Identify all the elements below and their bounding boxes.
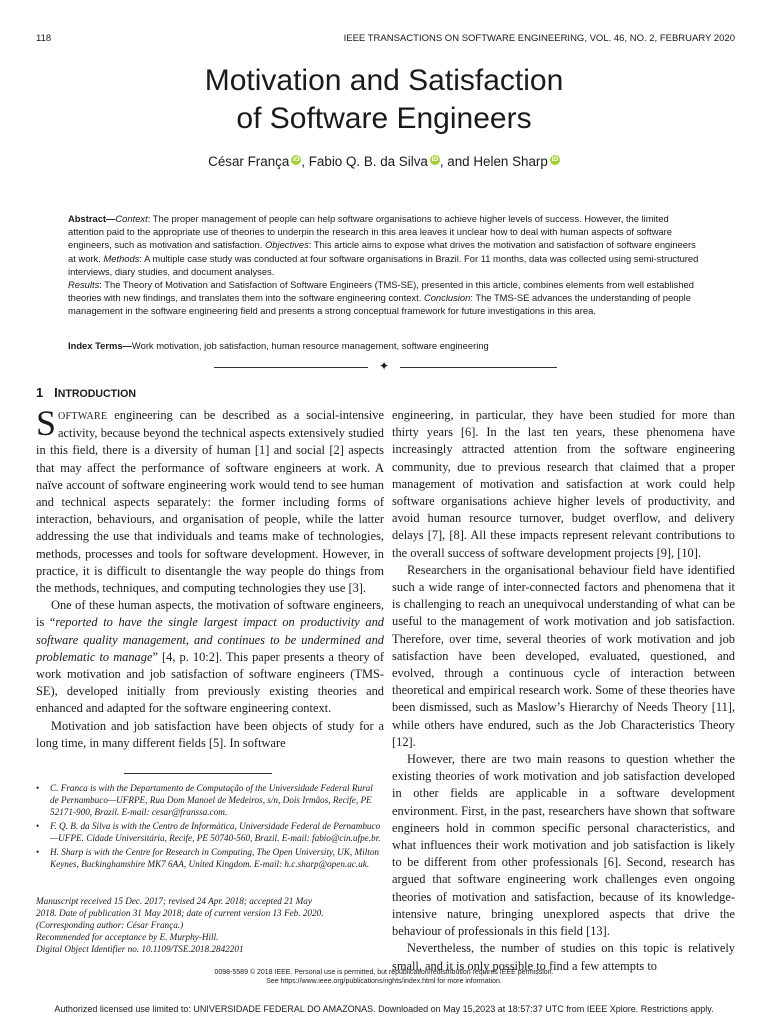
body-paragraph: Researchers in the organisational behaviour field have identified such a wide range of inter-connected factors and phenomena that it is challenging to reach an unequivocal understanding of what can be useful to the management of work motivation and job satisfaction. Therefore, over time, several theories of work motivation and job satisfaction have been developed, evaluated, questioned, and evolved, through a continuous cycle of interaction between theoretical and empirical research work. Some of these theories have been dismissed, such as Maslow’s Hierarchy of Needs Theory [11], while others have endured, such as the Job Characteristics Theory [12]. (392, 562, 735, 749)
body-paragraph (36, 597, 384, 717)
page-number: 118 (36, 33, 52, 44)
bullet-icon: • (36, 783, 40, 793)
section-heading (36, 385, 136, 400)
affiliation-text: C. Franca is with the Departamento de Computação of the Universidade Federal Rural de Pernambuco—UFRPE, Rua Dom Manoel de Medeiros, s/n, Dois Irmãos, Recife, PE 52171-900, Brazil. E-mail: cesar@franssa.com. (50, 783, 373, 817)
section-title-initial: I (54, 385, 58, 400)
body-column-right (392, 407, 735, 975)
body-paragraph: Motivation and job satisfaction have been objects of study for a long time, in many different fields [5]. In software (36, 718, 384, 750)
paragraph-text: engineering can be described as a social-intensive activity, because beyond the technical aspects extensively studied in this field, there is a diversity of human [1] and social [2] aspects that may affect the performance of software engineers at work. A naïve account of software engineering work would tend to see human and technical aspects separately: the former including forms of interaction, behaviours, and organisation of people, while the latter addressing the use that individuals and teams make of technologies, methods, processes and tools for software development. However, in practice, it is difficult to disentangle the way people do things from the methods, techniques, and computing technologies they use [3]. (36, 408, 384, 596)
affiliation-text: H. Sharp is with the Centre for Research in Computing, The Open University, UK, Milton Keynes, Buckinghamshire MK7 6AA, United Kingdom. E-mail: h.c.sharp@open.ac.uk. (50, 847, 380, 869)
orcid-icon[interactable]: iD (293, 156, 300, 163)
paper-title (0, 62, 768, 138)
license-note: Authorized licensed use limited to: UNIVERSIDADE FEDERAL DO AMAZONAS. Downloaded on May 15,2023 at 18:57:37 UTC from IEEE Xplore. Restrictions apply. (54, 1004, 714, 1014)
corresponding-author: (Corresponding author: César França.) (36, 920, 184, 930)
footnote-rule (124, 773, 272, 774)
index-terms-label: Index Terms (68, 340, 123, 351)
abstract-dash: — (106, 213, 116, 224)
abstract-conclusion-text: : The TMS-SE advances the understanding of people management in the software engineering field and presents a strong conceptual framework for future investigations in this area. (68, 292, 691, 317)
body-paragraph (36, 403, 384, 597)
abstract-results-text: : The Theory of Motivation and Satisfaction of Software Engineers (TMS-SE), presented in this article, combines elements from well established theories with new findings, and translates them into the software engineering context. (68, 279, 694, 304)
quoted-text: reported to have the single largest impact on productivity and software quality management, and continues to be undermined and problematic to manage (36, 615, 384, 664)
author-name: César França (208, 154, 290, 169)
paragraph-text: One of these human aspects, the motivation of software engineers, is “ (36, 598, 384, 630)
section-title-rest: NTRODUCTION (57, 388, 136, 400)
abstract-methods-text: : A multiple case study was conducted at four software organisations in Brazil. For 11 months, data was collected using semi-structured interviews, diary studies, and document analyses. (68, 252, 699, 277)
body-paragraph: Nevertheless, the number of studies on this topic is relatively small, and it is only possible to find a few attempts to (392, 941, 735, 973)
lead-word: OFTWARE (58, 411, 108, 422)
author-list (0, 154, 768, 169)
body-paragraph: However, there are two main reasons to question whether the existing theories of work motivation and job satisfaction developed in other fields are applicable in a software development environment. First, in the past, researchers have shown that software engineers hold in common specific personal characteristics, and what influences their work motivation and job satisfaction is likely to be different from other professionals [6]. Second, research has argued that software engineering work challenges even ongoing theories of motivation and satisfaction, because of its knowledge-intensive nature, bringing unexplored aspects that drive the behaviour of professionals in this field [13]. (392, 752, 735, 939)
running-head: IEEE TRANSACTIONS ON SOFTWARE ENGINEERING, VOL. 46, NO. 2, FEBRUARY 2020 (343, 33, 735, 44)
index-terms-text: Work motivation, job satisfaction, human resource management, software engineering (131, 340, 489, 351)
abstract-conclusion-label: Conclusion (423, 292, 471, 304)
author-separator: , and (439, 154, 474, 169)
index-terms-dash: — (122, 340, 132, 351)
affiliation-text: F. Q. B. da Silva is with the Centro de Informática, Universidade Federal de Pernambuco—UFPE. Cidade Universitária, Recife, PE 50740-560, Brazil. E-mail: fabio@cin.ufpe.br. (50, 821, 381, 843)
abstract-context-label: Context (115, 213, 148, 224)
abstract (68, 212, 704, 318)
affiliation-item (36, 820, 382, 844)
copyright-line: 0098-5589 © 2018 IEEE. Personal use is permitted, but republication/redistribution requires IEEE permission. (214, 969, 554, 976)
drop-cap: S (36, 403, 57, 443)
manuscript-dates: Manuscript received 15 Dec. 2017; revised 24 Apr. 2018; accepted 21 May (36, 896, 312, 906)
abstract-context-text: : The proper management of people can help software organisations to achieve higher levels of success. However, the limited attention paid to the appropriate use of theories to underpin the research in this area leaves it unclear how to deal with human aspects of software engineers, such as motivation and satisfaction. (68, 213, 673, 251)
bullet-icon: • (36, 821, 40, 831)
abstract-objectives-label: Objectives (265, 239, 309, 251)
title-line-2: of Software Engineers (236, 102, 532, 135)
recommended-by: Recommended for acceptance by E. Murphy-Hill. (36, 932, 219, 942)
author-name: Fabio Q. B. da Silva (308, 154, 428, 169)
separator-diamond-icon: ✦ (379, 359, 390, 373)
author-separator: , (301, 154, 309, 169)
index-terms (68, 339, 704, 352)
affiliation-item (36, 782, 382, 818)
publication-dates: 2018. Date of publication 31 May 2018; date of current version 13 Feb. 2020. (36, 908, 324, 918)
abstract-methods-label: Methods (103, 252, 140, 264)
bullet-icon: • (36, 847, 40, 857)
doi: Digital Object Identifier no. 10.1109/TSE.2018.2842201 (36, 944, 244, 954)
title-line-1: Motivation and Satisfaction (204, 64, 564, 97)
manuscript-info (36, 895, 382, 955)
abstract-objectives-text: : This article aims to expose what drives the motivation and satisfaction of software engineers at work. (68, 239, 696, 264)
section-number: 1 (36, 385, 44, 400)
abstract-results-label: Results (68, 279, 100, 291)
rights-link[interactable]: See https://www.ieee.org/publications/rights/index.html for more information. (266, 978, 502, 985)
copyright-notice (0, 968, 768, 986)
orcid-icon[interactable]: iD (431, 156, 439, 163)
orcid-icon[interactable]: iD (551, 156, 559, 163)
affiliation-footnotes (36, 782, 382, 872)
separator-rule-right (400, 367, 557, 368)
author-name: Helen Sharp (473, 154, 548, 169)
affiliation-item (36, 846, 382, 870)
body-paragraph: engineering, in particular, they have been studied for more than thirty years [6]. In the last ten years, these phenomena have increasingly attracted attention from the software engineering community, due to previous research that claimed that a proper management of motivation and satisfaction at work could help software organisations achieve higher levels of productivity, and avoid human resource turnover, budget overflow, and delivery delays [7], [8]. All these impacts represent relevant contributions to the overall success of software development projects [9], [10]. (392, 408, 735, 560)
abstract-label: Abstract (68, 213, 107, 224)
separator-rule-left (214, 367, 368, 368)
paragraph-text: ” [4, p. 10:2]. This paper presents a theory of work motivation and job satisfaction of software engineers (TMS-SE), developed initially from previously existing theories and enhanced and adapted for the software engineering context. (36, 649, 384, 716)
body-column-left (36, 403, 384, 752)
